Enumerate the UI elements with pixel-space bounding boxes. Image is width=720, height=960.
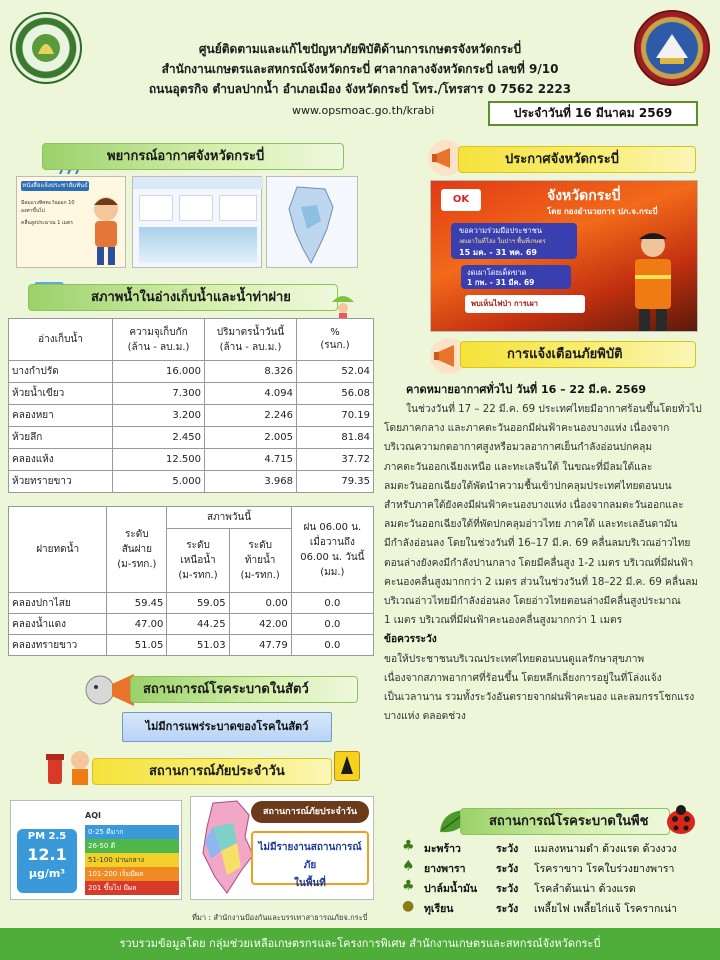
pm-label: PM 2.5 xyxy=(27,831,67,842)
weir-rain-cell: 0.0 xyxy=(291,614,373,635)
weather-section-title: พยากรณ์อากาศจังหวัดกระบี่ xyxy=(107,149,265,164)
table-row xyxy=(9,427,374,449)
reservoir-section-title: สภาพน้ำในอ่างเก็บน้ำและน้ำท่าฝาย xyxy=(91,290,291,305)
table-row xyxy=(9,383,374,405)
weather-wind-text: มีลมแรงทิศตะวันออก 10 องศาขึ้นไป xyxy=(21,200,75,214)
announce-campaign-sub: งดเผาในที่โล่ง ในป่าฯ พื้นที่เกษตร xyxy=(459,238,546,245)
weather-forecast-chart-image xyxy=(132,176,262,268)
reservoir-percent-cell: 56.08 xyxy=(297,383,374,405)
reservoir-percent-cell: 79.35 xyxy=(297,471,374,493)
reservoir-name-cell: ห้วยลึก xyxy=(9,427,113,449)
weather-wave-text: คลื่นสูงประมาณ 1 เมตร xyxy=(21,220,73,226)
reservoir-table xyxy=(8,318,374,493)
plant-section-title: สถานการณ์โรคระบาดในพืช xyxy=(489,814,649,829)
plant-desc: แมลงหนามดำ ด้วงแรด ด้วงงวง xyxy=(534,843,677,855)
warning-line: บริเวณอ่าวไทยมีกำลังอ่อนลง โดยอ่าวไทยตอนล่างมีคลื่นสูงประมาณ xyxy=(384,596,681,608)
warning-line: โดยภาคกลาง และภาคตะวันออกมีฝนฟ้าคะนองบางแห่ง เนื่องจาก xyxy=(384,423,670,435)
reservoir-volume-cell: 4.715 xyxy=(205,449,297,471)
reservoir-percent-cell: 81.84 xyxy=(297,427,374,449)
plant-desc: เพลี้ยไฟ เพลี้ยไก่แจ้ โรครากเน่า xyxy=(534,903,678,915)
plant-crop: ปาล์มน้ำมัน xyxy=(424,883,478,895)
table-row xyxy=(9,405,374,427)
weir-upstream-cell: 51.03 xyxy=(167,635,229,656)
announce-poster-image xyxy=(430,180,698,332)
officer-icon xyxy=(617,227,689,331)
announce-section-title: ประกาศจังหวัดกระบี่ xyxy=(505,152,620,167)
plant-warn: ระวัง xyxy=(496,903,519,915)
warning-line: ตอนล่างยังคงมีกำลังปานกลาง โดยมีคลื่นสูง 1-2 เมตร บริเวณที่มีฝนฟ้า xyxy=(384,557,694,569)
reservoir-capacity-cell: 2.450 xyxy=(113,427,205,449)
warning-line: ลมตะวันออกเฉียงใต้พัดนำความชื้นเข้าปกคลุมประเทศไทยตอนบน xyxy=(384,480,672,492)
table-row xyxy=(9,449,374,471)
weir-col-rain: ฝน 06.00 น. เมื่อวานถึง 06.00 น. วันนี้ (มม.) xyxy=(291,507,373,593)
caution-line: เป็นเวลานาน รวมทั้งระวังอันตรายจากฝนฟ้าคะนอง และลมกรรโชกแรง xyxy=(384,692,695,704)
announce-campaign-text: ขอความร่วมมือประชาชน xyxy=(459,226,542,235)
caution-title: ข้อควรระวัง xyxy=(384,634,437,646)
caution-line: เนื่องจากสภาพอากาศที่ร้อนขึ้น โดยหลีกเลี่ยงการอยู่ในที่โล่งแจ้ง xyxy=(384,672,662,684)
plant-desc: โรคลำต้นเน่า ด้วงแรด xyxy=(534,883,636,895)
weir-upstream-cell: 44.25 xyxy=(167,614,229,635)
announce-by-text: โดย กองอำนวยการ ปภ.จ.กระบี่ xyxy=(547,207,658,216)
aqi-row-2: 26-50 ดี xyxy=(85,839,179,853)
reservoir-capacity-cell: 16.000 xyxy=(113,361,205,383)
weir-downstream-cell: 47.79 xyxy=(229,635,291,656)
mascot-boy-icon xyxy=(87,193,125,267)
animal-section-title: สถานการณ์โรคระบาดในสัตว์ xyxy=(143,682,309,697)
daily-map-body: ไม่มีรายงานสถานการณ์ภัย ในพื้นที่ xyxy=(251,831,369,885)
weir-name-cell: คลองน้ำแดง xyxy=(9,614,107,635)
warning-line: 1 เมตร บริเวณที่มีฝนฟ้าคะนองคลื่นสูงมากกว่า 1 เมตร xyxy=(384,615,623,627)
weir-col-name: ฝายทดน้ำ xyxy=(9,507,107,593)
caution-line: บางแห่ง ตลอดช่วง xyxy=(384,711,466,723)
reservoir-volume-cell: 2.005 xyxy=(205,427,297,449)
table-row xyxy=(9,361,374,383)
header-website[interactable]: www.opsmoac.go.th/krabi xyxy=(292,104,435,117)
reservoir-percent-cell: 70.19 xyxy=(297,405,374,427)
weir-name-cell: คลองทรายขาว xyxy=(9,635,107,656)
daily-section-title: สถานการณ์ภัยประจำวัน xyxy=(149,764,285,779)
pm-value: 12.1 xyxy=(27,845,67,864)
header-center-name: ศูนย์ติดตามและแก้ไขปัญหาภัยพิบัติด้านการเกษตรจังหวัดกระบี่ xyxy=(198,42,522,56)
reservoir-volume-cell: 4.094 xyxy=(205,383,297,405)
reservoir-section-banner xyxy=(28,284,338,311)
weir-rain-cell: 0.0 xyxy=(291,593,373,614)
weir-downstream-cell: 0.00 xyxy=(229,593,291,614)
plant-row-oil-palm xyxy=(398,880,708,900)
daily-map-title: สถานการณ์ภัยประจำวัน xyxy=(251,801,369,823)
reservoir-name-cell: คลองหยา xyxy=(9,405,113,427)
animal-status-box xyxy=(122,712,332,742)
weir-col-today: สภาพวันนี้ xyxy=(167,507,291,529)
warning-line: ลมตะวันออกเฉียงใต้ที่พัดปกคลุมอ่าวไทย ภาคใต้ และทะเลอันดามัน xyxy=(384,519,678,531)
table-row xyxy=(9,471,374,493)
plant-desc: โรคราขาว โรคใบร่วงยางพารา xyxy=(534,863,675,875)
reservoir-name-cell: บางกำปรัด xyxy=(9,361,113,383)
announce-section-banner xyxy=(458,146,696,173)
footer xyxy=(0,928,720,960)
weather-map-image xyxy=(266,176,358,268)
warning-line: คะนองคลื่นสูงมากกว่า 2 เมตร ส่วนในช่วงวันที่ 18–22 มี.ค. 69 คลื่นลม xyxy=(384,576,699,588)
caution-line: ขอให้ประชาชนบริเวณประเทศไทยตอนบนดูแลรักษาสุขภาพ xyxy=(384,653,645,665)
plant-warn: ระวัง xyxy=(496,863,519,875)
weir-col-downstream: ระดับ ท้ายน้ำ (ม-รทก.) xyxy=(229,529,291,593)
announce-smoke-text: งดเผาโดยเด็ดขาด xyxy=(467,268,527,277)
plant-crop: ยางพารา xyxy=(424,863,466,875)
announce-period1: 15 มค. - 31 พค. 69 xyxy=(459,248,537,257)
plant-crop: ทุเรียน xyxy=(424,903,454,915)
reservoir-capacity-cell: 12.500 xyxy=(113,449,205,471)
header-road-phone: ถนนอุตรกิจ ตำบลปากน้ำ อำเภอเมือง จังหวัดกระบี่ โทร./โทรสาร 0 7562 2223 xyxy=(148,82,572,96)
table-row xyxy=(9,593,374,614)
reservoir-capacity-cell: 3.200 xyxy=(113,405,205,427)
reservoir-capacity-cell: 7.300 xyxy=(113,383,205,405)
reservoir-capacity-cell: 5.000 xyxy=(113,471,205,493)
reservoir-col-percent: % (รนก.) xyxy=(297,319,374,361)
aqi-row-5: 201 ขึ้นไป มีผล xyxy=(85,881,179,895)
report-date-box: ประจำวันที่ 16 มีนาคม 2569 xyxy=(488,101,698,126)
animal-status-text: ไม่มีการแพร่ระบาดของโรคในสัตว์ xyxy=(145,720,309,733)
plant-row-durian xyxy=(398,900,708,920)
plant-row-coconut xyxy=(398,840,708,860)
rubber-tree-icon: ♠ xyxy=(402,858,415,874)
weir-name-cell: คลองปกาไสย xyxy=(9,593,107,614)
reservoir-volume-cell: 3.968 xyxy=(205,471,297,493)
aqi-row-1: 0-25 ดีมาก xyxy=(85,825,179,839)
warning-section-title: การแจ้งเตือนภัยพิบัติ xyxy=(507,347,623,362)
warning-line: ในช่วงวันที่ 17 – 22 มี.ค. 69 ประเทศไทยมีอากาศร้อนขึ้นโดยทั่วไป xyxy=(406,404,702,415)
weather-notice-label: หนังสือแจ้งประชาสัมพันธ์ xyxy=(22,182,88,189)
reservoir-volume-cell: 2.246 xyxy=(205,405,297,427)
ladybug-icon xyxy=(664,804,698,836)
aqi-row-4: 101-200 เริ่มมีผล xyxy=(85,867,179,881)
reservoir-name-cell: คลองแห้ง xyxy=(9,449,113,471)
coconut-tree-icon: ♣ xyxy=(402,838,415,854)
table-row xyxy=(9,635,374,656)
fire-hydrant-icon xyxy=(44,744,98,788)
reservoir-col-volume: ปริมาตรน้ำวันนี้ (ล้าน - ลบ.ม.) xyxy=(205,319,297,361)
durian-icon: ● xyxy=(402,898,415,914)
reservoir-name-cell: ห้วยน้ำเขียว xyxy=(9,383,113,405)
palm-tree-icon: ♣ xyxy=(402,878,415,894)
weir-crest-cell: 51.05 xyxy=(107,635,167,656)
ddpm-logo xyxy=(334,751,360,781)
reservoir-name-cell: ห้วยทรายขาว xyxy=(9,471,113,493)
warning-title: คาดหมายอากาศทั่วไป วันที่ 16 – 22 มี.ค. 2569 xyxy=(406,383,646,396)
reservoir-percent-cell: 37.72 xyxy=(297,449,374,471)
weir-col-upstream: ระดับ เหนือน้ำ (ม-รทก.) xyxy=(167,529,229,593)
weir-crest-cell: 59.45 xyxy=(107,593,167,614)
warning-body xyxy=(384,400,714,726)
announce-period2: 1 กพ. - 31 มีค. 69 xyxy=(467,278,535,287)
weir-upstream-cell: 59.05 xyxy=(167,593,229,614)
announce-report-text: พบเห็นไฟป่า การเผา xyxy=(471,299,538,308)
weather-notice-image xyxy=(16,176,126,268)
aqi-label: AQI xyxy=(85,811,101,820)
plant-crop: มะพร้าว xyxy=(424,843,461,855)
footer-text: รวบรวมข้อมูลโดย กลุ่มช่วยเหลือเกษตรกรและโครงการพิเศษ สำนักงานเกษตรและสหกรณ์จังหวัดกระบี่ xyxy=(119,937,601,950)
reservoir-col-name: อ่างเก็บน้ำ xyxy=(9,319,113,361)
warning-line: มีกำลังอ่อนลง โดยในช่วงวันที่ 16–17 มี.ค. 69 คลื่นลมบริเวณอ่าวไทย xyxy=(384,538,691,550)
daily-section-banner xyxy=(92,758,332,785)
animal-section-banner xyxy=(130,676,358,703)
daily-disaster-map xyxy=(190,796,374,900)
daily-source: ที่มา : สำนักงานป้องกันและบรรเทาสาธารณภัยจ.กระบี่ xyxy=(192,913,368,922)
reservoir-col-capacity: ความจุเก็บกัก (ล้าน - ลบ.ม.) xyxy=(113,319,205,361)
weir-rain-cell: 0.0 xyxy=(291,635,373,656)
weir-table xyxy=(8,506,374,656)
weir-downstream-cell: 42.00 xyxy=(229,614,291,635)
aqi-row-3: 51-100 ปานกลาง xyxy=(85,853,179,867)
plant-warn: ระวัง xyxy=(496,883,519,895)
table-row xyxy=(9,614,374,635)
plant-warn: ระวัง xyxy=(496,843,519,855)
announce-ok-badge: OK xyxy=(441,189,481,211)
plant-section-banner xyxy=(460,808,670,835)
header-office-address: สำนักงานเกษตรและสหกรณ์จังหวัดกระบี่ ศาลากลางจังหวัดกระบี่ เลขที่ 9/10 xyxy=(161,62,559,76)
warning-section-banner xyxy=(460,341,696,368)
weather-section-banner xyxy=(42,143,344,170)
plant-row-rubber xyxy=(398,860,708,880)
pm25-panel xyxy=(10,800,182,900)
reservoir-volume-cell: 8.326 xyxy=(205,361,297,383)
reservoir-percent-cell: 52.04 xyxy=(297,361,374,383)
warning-line: สำหรับภาคใต้ยังคงมีฝนฟ้าคะนองบางแห่ง เนื่องจากลมตะวันออกและ xyxy=(384,500,684,512)
pm-unit: μg/m³ xyxy=(28,867,66,880)
announce-province-text: จังหวัดกระบี่ xyxy=(547,188,621,204)
weir-col-crest: ระดับ สันฝาย (ม-รทก.) xyxy=(107,507,167,593)
warning-line: บริเวณความกดอากาศสูงหรือมวลอากาศเย็นกำลังอ่อนปกคลุม xyxy=(384,442,653,454)
weir-crest-cell: 47.00 xyxy=(107,614,167,635)
warning-line: ภาคตะวันออกเฉียงเหนือ และทะเลจีนใต้ ในขณะที่มีลมใต้และ xyxy=(384,461,653,473)
